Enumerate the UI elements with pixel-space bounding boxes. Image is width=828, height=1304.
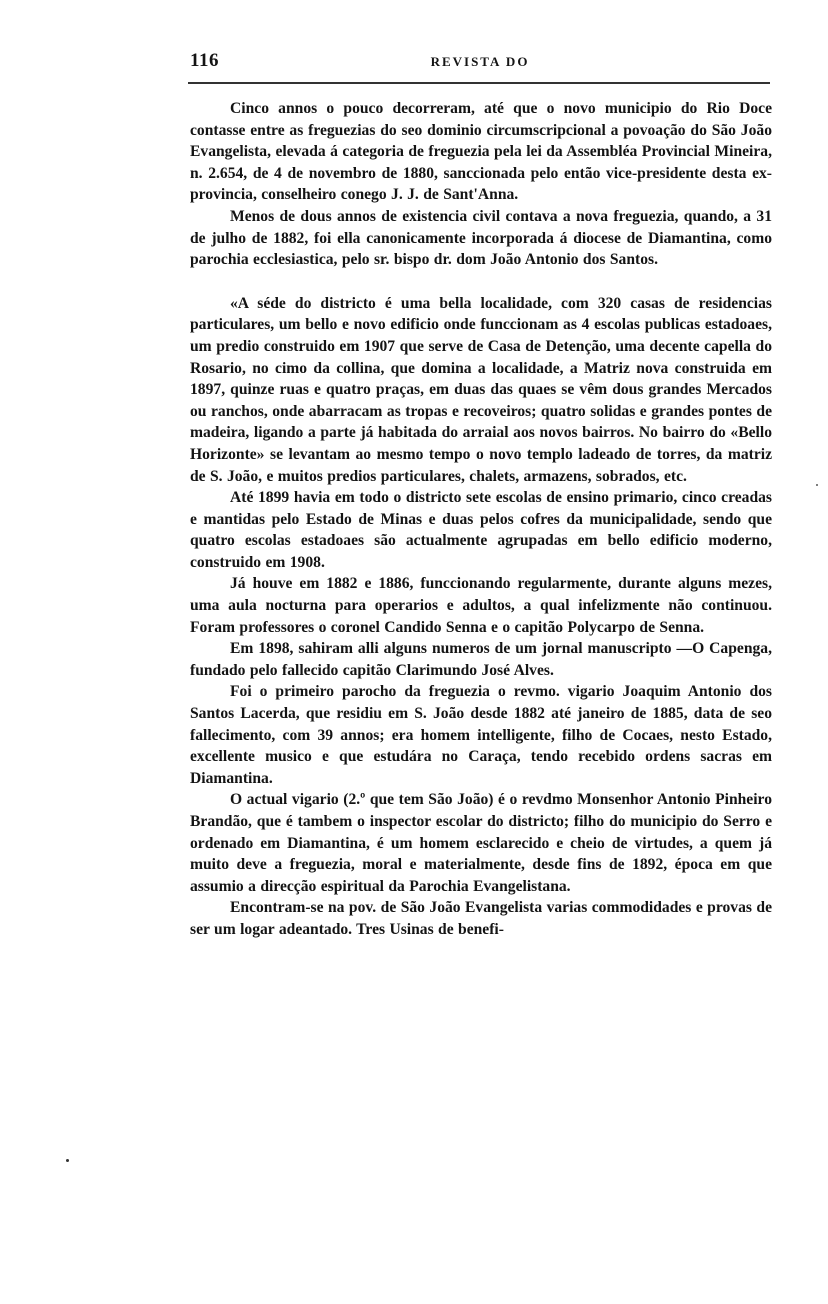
paragraph: Até 1899 havia em todo o districto sete escolas de ensino primario, cinco creadas e mantidas pelo Estado de Minas e duas pelos cofres da municipalidade, sendo que quatro escolas estadoaes são actualmente agrupadas em bello edificio moderno, construido em 1908. (190, 489, 772, 571)
print-speck (816, 484, 818, 486)
paragraph: Já houve em 1882 e 1886, funccionando regularmente, durante alguns mezes, uma aula nocturna para operarios e adultos, a qual infelizmente não continuou. Foram professores o coronel Candido Senna e o capitão Polycarpo de Senna. (190, 575, 772, 636)
print-speck (66, 1159, 69, 1162)
page-header (190, 50, 770, 80)
page-number: 116 (190, 50, 219, 71)
paragraph: O actual vigario (2.º que tem São João) é o revdmo Monsenhor Antonio Pinheiro Brandão, que é tambem o inspector escolar do districto; filho do municipio do Serro e ordenado em Diamantina, é um homem esclarecido e cheio de virtudes, a quem já muito deve a freguezia, moral e materialmente, desde fins de 1892, época em que assumio a direcção espiritual da Parochia Evangelistana. (190, 791, 772, 895)
body-text (190, 98, 772, 941)
paragraph: Em 1898, sahiram alli alguns numeros de um jornal manuscripto —O Capenga, fundado pelo fallecido capitão Clarimundo José Alves. (190, 640, 772, 679)
paragraph: Cinco annos o pouco decorreram, até que o novo municipio do Rio Doce contasse entre as freguezias do seo dominio circumscripcional a povoação do São João Evangelista, elevada á categoria de freguezia pela lei da Assembléa Provincial Mineira, n. 2.654, de 4 de novembro de 1880, sanccionada pelo então vice-presidente desta ex-provincia, conselheiro conego J. J. de Sant'Anna. (190, 100, 772, 204)
paragraph: Menos de dous annos de existencia civil contava a nova freguezia, quando, a 31 de julho de 1882, foi ella canonicamente incorporada á diocese de Diamantina, como parochia ecclesiastica, pelo sr. bispo dr. dom João Antonio dos Santos. (190, 207, 772, 269)
running-head: REVISTA DO (430, 54, 530, 69)
paragraph: «A séde do districto é uma bella localidade, com 320 casas de residencias particulares, um bello e novo edificio onde funccionam as 4 escolas publicas estadoaes, um predio construido em 1907 que serve de Casa de Detenção, uma decente capella do Rosario, no cimo da collina, que domina a localidade, a Matriz nova construida em 1897, quinze ruas e quatro praças, em duas das quaes se vêm dous grandes Mercados ou ranchos, onde abarracam as tropas e recoveiros; quatro solidas e grandes pontes de madeira, ligando a parte já habitada do arraial aos novos bairros. No bairro do «Bello Horizonte» se levantam ao mesmo tempo o novo templo ladeado de torres, da matriz de S. João, e muitos predios particulares, chalets, armazens, sobrados, etc. (190, 294, 772, 485)
header-rule (188, 82, 770, 84)
paragraph: Foi o primeiro parocho da freguezia o revmo. vigario Joaquim Antonio dos Santos Lacerda, que residiu em S. João desde 1882 até janeiro de 1885, data de seo fallecimento, com 39 annos; era homem intelligente, filho de Cocaes, nesto Estado, excellente musico e que estudára no Caraça, tendo recebido ordens sacras em Diamantina. (190, 683, 772, 787)
paragraph: Encontram-se na pov. de São João Evangelista varias commodidades e provas de ser um logar adeantado. Tres Usinas de benefi- (190, 899, 772, 938)
